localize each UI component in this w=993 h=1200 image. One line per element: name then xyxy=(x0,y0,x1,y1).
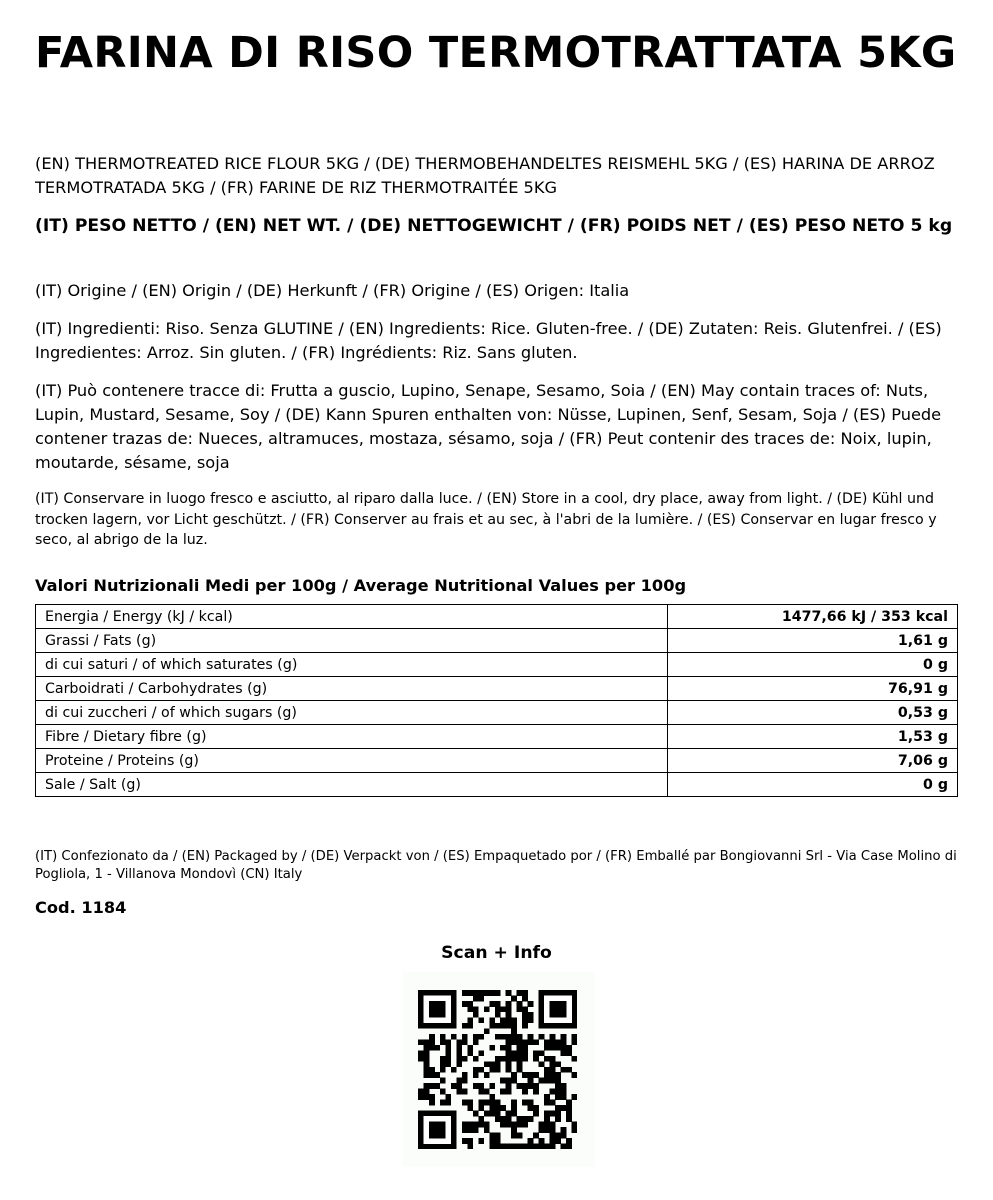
nutrient-value: 0 g xyxy=(668,653,958,677)
table-row xyxy=(36,605,958,629)
table-row xyxy=(36,677,958,701)
nutrient-label: Grassi / Fats (g) xyxy=(36,629,668,653)
nutrient-value: 1477,66 kJ / 353 kcal xyxy=(668,605,958,629)
nutrient-label: Fibre / Dietary fibre (g) xyxy=(36,725,668,749)
qr-code-icon xyxy=(418,990,577,1149)
table-row xyxy=(36,653,958,677)
allergen-traces: (IT) Può contenere tracce di: Frutta a guscio, Lupino, Senape, Sesamo, Soia / (EN) May contain traces of: Nuts, Lupin, Mustard, Sesame, Soy / (DE) Kann Spuren enthalten von: Nüsse, Lupinen, Senf, Sesam, Soja / (ES) Puede contener trazas de: Nueces, altramuces, mostaza, sésamo, soja / (FR) Peut contenir des traces de: Noix, lupin, moutarde, sésame, soja xyxy=(35,381,942,472)
origin: (IT) Origine / (EN) Origin / (DE) Herkunft / (FR) Origine / (ES) Origen: Italia xyxy=(35,281,630,300)
ingredients: (IT) Ingredienti: Riso. Senza GLUTINE / (EN) Ingredients: Rice. Gluten-free. / (DE) Zutaten: Reis. Glutenfrei. / (ES) Ingredientes: Arroz. Sin gluten. / (FR) Ingrédients: Riz. Sans gluten. xyxy=(35,319,942,362)
nutrition-table xyxy=(35,604,958,797)
scan-label: Scan + Info xyxy=(441,943,552,963)
nutrient-label: Proteine / Proteins (g) xyxy=(36,749,668,773)
nutrient-value: 76,91 g xyxy=(668,677,958,701)
table-row xyxy=(36,773,958,797)
nutrient-value: 0 g xyxy=(668,773,958,797)
nutrient-label: di cui zuccheri / of which sugars (g) xyxy=(36,701,668,725)
product-subtitle: (EN) THERMOTREATED RICE FLOUR 5KG / (DE) THERMOBEHANDELTES REISMEHL 5KG / (ES) HARINA DE ARROZ TERMOTRATADA 5KG / (FR) FARINE DE RIZ THERMOTRAITÉE 5KG xyxy=(35,154,935,197)
product-title: FARINA DI RISO TERMOTRATTATA 5KG xyxy=(35,28,957,78)
nutrient-label: di cui saturi / of which saturates (g) xyxy=(36,653,668,677)
net-weight: (IT) PESO NETTO / (EN) NET WT. / (DE) NETTOGEWICHT / (FR) POIDS NET / (ES) PESO NETO 5 kg xyxy=(35,216,953,236)
nutrient-value: 1,53 g xyxy=(668,725,958,749)
nutrient-value: 1,61 g xyxy=(668,629,958,653)
storage-instructions: (IT) Conservare in luogo fresco e asciutto, al riparo dalla luce. / (EN) Store in a cool, dry place, away from light. / (DE) Kühl und trocken lagern, vor Licht geschützt. / (FR) Conserver au frais et au sec, à l'abri de la lumière. / (ES) Conservar en lugar fresco y seco, al abrigo de la luz. xyxy=(35,491,937,548)
qr-code[interactable] xyxy=(403,972,595,1167)
nutrient-label: Sale / Salt (g) xyxy=(36,773,668,797)
table-row xyxy=(36,701,958,725)
nutrient-label: Energia / Energy (kJ / kcal) xyxy=(36,605,668,629)
nutrient-value: 0,53 g xyxy=(668,701,958,725)
packaged-by: (IT) Confezionato da / (EN) Packaged by / (DE) Verpackt von / (ES) Empaquetado por / (FR) Emballé par Bongiovanni Srl - Via Case Molino di Pogliola, 1 - Villanova Mondovì (CN) Italy xyxy=(35,849,957,882)
nutrition-heading: Valori Nutrizionali Medi per 100g / Average Nutritional Values per 100g xyxy=(35,576,687,595)
table-row xyxy=(36,629,958,653)
table-row xyxy=(36,725,958,749)
product-code: Cod. 1184 xyxy=(35,898,127,917)
table-row xyxy=(36,749,958,773)
nutrient-label: Carboidrati / Carbohydrates (g) xyxy=(36,677,668,701)
nutrient-value: 7,06 g xyxy=(668,749,958,773)
